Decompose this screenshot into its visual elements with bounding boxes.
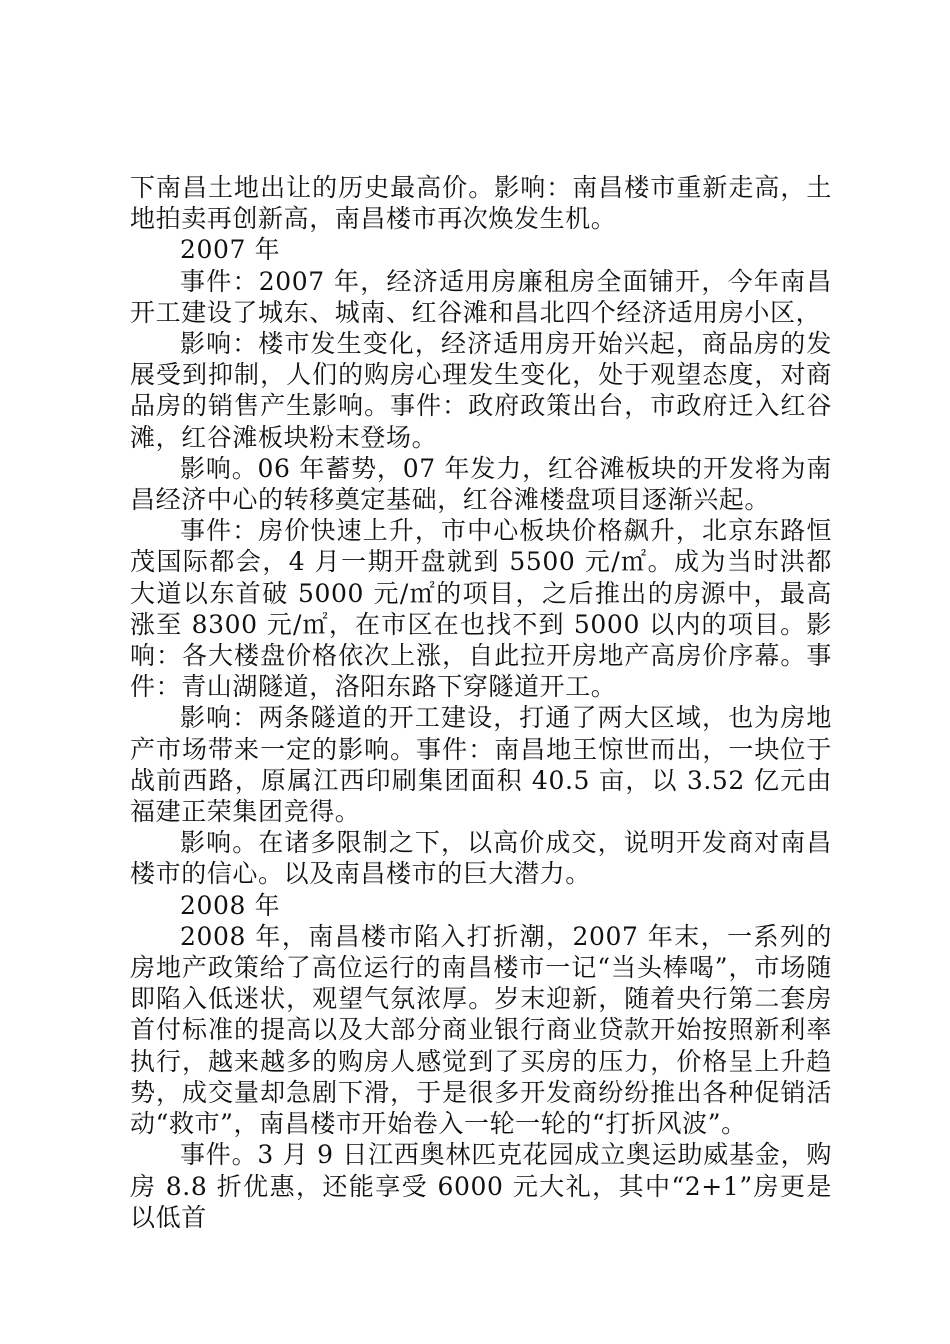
heading-2008: 2008 年 xyxy=(180,890,281,920)
heading-2007: 2007 年 xyxy=(180,235,281,265)
paragraph-impact-market-change: 影响：楼市发生变化，经济适用房开始兴起，商品房的发展受到抑制，人们的购房心理发生变化，处于观望态度，对商品房的销售产生影响。事件：政府政策出台，市政府迁入红谷滩，红谷滩板块粉末登场。 xyxy=(130,329,832,452)
body-text xyxy=(130,172,832,1233)
paragraph-event-price-rise: 事件：房价快速上升，市中心板块价格飙升，北京东路恒茂国际都会，4 月一期开盘就到 5500 元/㎡。成为当时洪都大道以东首破 5000 元/㎡的项目，之后推出的房源中，最高涨至 8300 元/㎡，在市区在也找不到 5000 以内的项目。影响：各大楼盘价格依次上涨，自此拉开房地产高房价序幕。事件：青山湖隧道，洛阳东路下穿隧道开工。 xyxy=(130,516,832,702)
paragraph-impact-honggutan: 影响。06 年蓄势，07 年发力，红谷滩板块的开发将为南昌经济中心的转移奠定基础，红谷滩楼盘项目逐渐兴起。 xyxy=(130,453,832,515)
paragraph-event-olympic-garden: 事件。3 月 9 日江西奥林匹克花园成立奥运助威基金，购房 8.8 折优惠，还能享受 6000 元大礼，其中“2+1”房更是以低首 xyxy=(130,1140,832,1232)
paragraph-impact-tunnels: 影响：两条隧道的开工建设，打通了两大区域，也为房地产市场带来一定的影响。事件：南昌地王惊世而出，一块位于战前西路，原属江西印刷集团面积 40.5 亩，以 3.52 亿元由福建正荣集团竞得。 xyxy=(130,703,832,827)
paragraph-impact-confidence: 影响。在诸多限制之下，以高价成交，说明开发商对南昌楼市的信心。以及南昌楼市的巨大潜力。 xyxy=(130,828,832,889)
paragraph-continuation: 下南昌土地出让的历史最高价。影响：南昌楼市重新走高，土地拍卖再创新高，南昌楼市再次焕发生机。 xyxy=(130,173,832,234)
paragraph-2008-discount-wave: 2008 年，南昌楼市陷入打折潮，2007 年末，一系列的房地产政策给了高位运行的南昌楼市一记“当头棒喝”，市场随即陷入低迷状，观望气氛浓厚。岁末迎新，随着央行第二套房首付标准的提高以及大部分商业银行商业贷款开始按照新利率执行，越来越多的购房人感觉到了买房的压力，价格呈上升趋势，成交量却急剧下滑，于是很多开发商纷纷推出各种促销活动“救市”，南昌楼市开始卷入一轮一轮的“打折风波”。 xyxy=(130,921,832,1139)
paragraph-event-affordable-housing: 事件：2007 年，经济适用房廉租房全面铺开，今年南昌开工建设了城东、城南、红谷滩和昌北四个经济适用房小区， xyxy=(130,266,832,327)
